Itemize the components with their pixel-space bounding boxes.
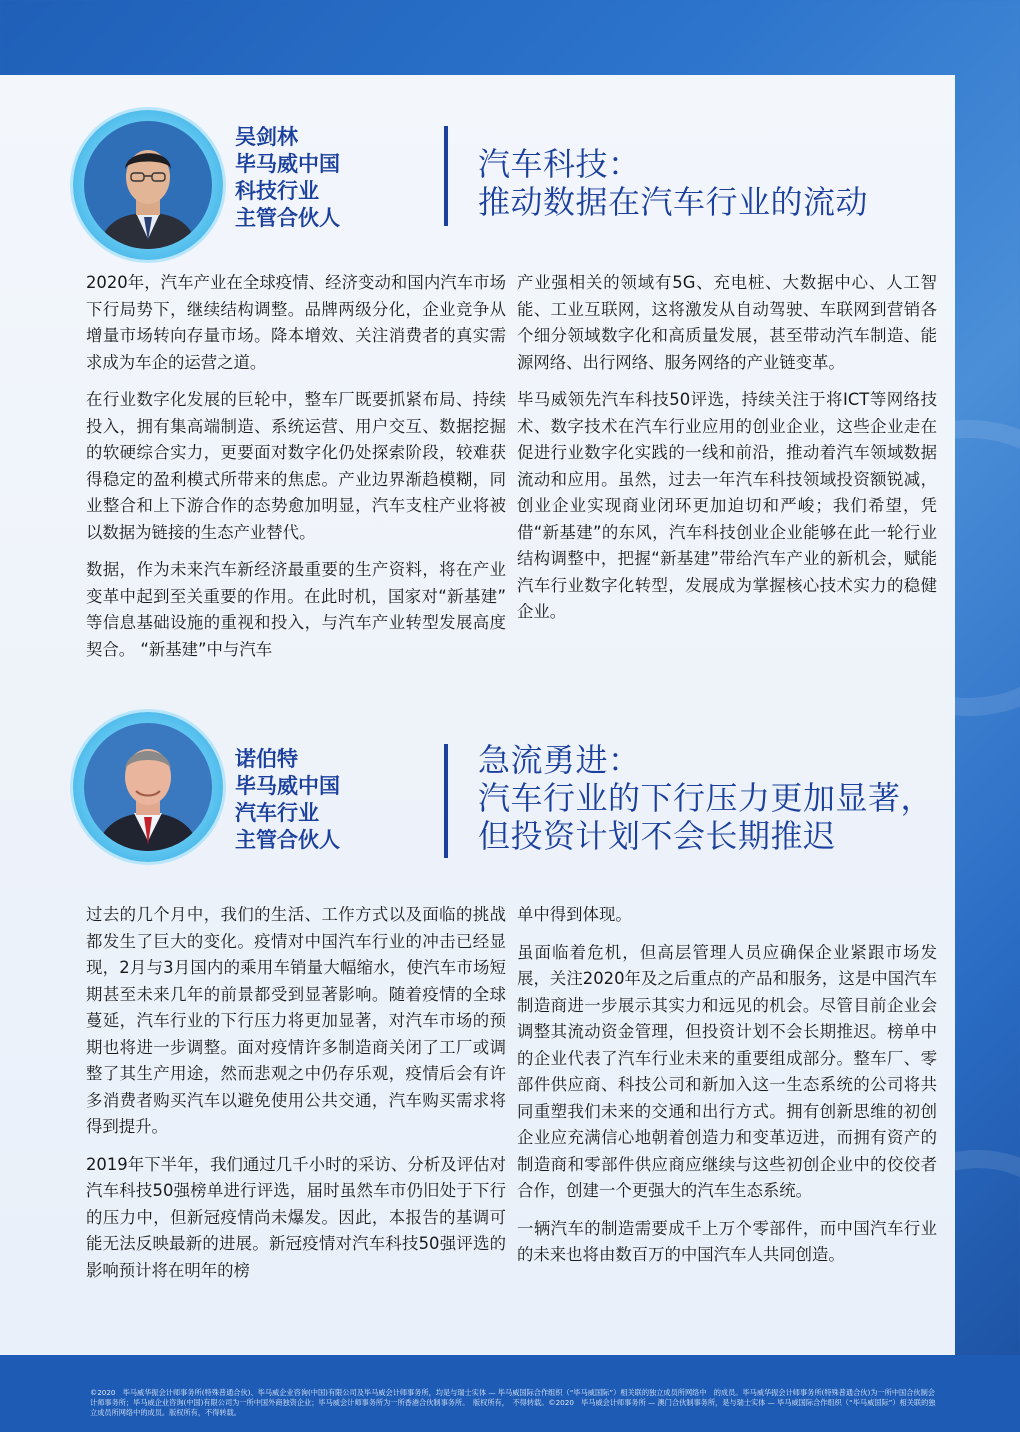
author-info (235, 124, 340, 232)
author-info (235, 746, 340, 854)
author-title: 主管合伙人 (235, 828, 340, 852)
paragraph: 数据，作为未来汽车新经济最重要的生产资料，将在产业变革中起到至关重要的作用。在此时机，国家对“新基建” 等信息基础设施的重视和投入，与汽车产业转型发展高度契合。 “新基建”中与汽车 (86, 560, 506, 659)
article-column-left (86, 902, 506, 1295)
portrait-frame (73, 110, 223, 260)
paragraph: 毕马威领先汽车科技50评选，持续关注于将ICT等网络技术、数字技术在汽车行业应用的创业企业，这些企业走在促进行业数字化实践的一线和前沿，推动着汽车领域数据流动和应用。虽然，过去一年汽车科技领域投资额锐减，创业企业实现商业闭环更加迫切和严峻；我们希望，凭借“新基建”的东风，汽车科技创业企业能够在此一轮行业结构调整中，把握“新基建”带给汽车产业的新机会，赋能汽车行业数字化转型，发展成为掌握核心技术实力的稳健企业。 (517, 390, 937, 621)
author-sector: 汽车行业 (235, 801, 319, 825)
heading-line: 但投资计划不会长期推迟 (478, 817, 836, 855)
heading-line: 汽车科技： (478, 145, 641, 183)
paragraph: 在行业数字化发展的巨轮中，整车厂既要抓紧布局、持续投入，拥有集高端制造、系统运营、用户交互、数据挖掘的软硬综合实力，更要面对数字化仍处探索阶段，较难获得稳定的盈利模式所带来的焦虑。产业边界渐趋模糊，同业整合和上下游合作的态势愈加明显，汽车支柱产业将被以数据为链接的生态产业替代。 (86, 390, 506, 542)
paragraph: 产业强相关的领域有5G、充电桩、大数据中心、人工智能、工业互联网，这将激发从自动驾驶、车联网到营销各个细分领域数字化和高质量发展，甚至带动汽车制造、能源网络、出行网络、服务网络的产业链变革。 (517, 273, 937, 372)
article-column-left (86, 270, 506, 674)
heading-line: 汽车行业的下行压力更加显著， (478, 779, 934, 817)
paragraph: 过去的几个月中，我们的生活、工作方式以及面临的挑战都发生了巨大的变化。疫情对中国汽车行业的冲击已经显现，2月与3月国内的乘用车销量大幅缩水，使汽车市场短期甚至未来几年的前景都受到显著影响。随着疫情的全球蔓延，汽车行业的下行压力将更加显著，对汽车市场的预期也将进一步调整。面对疫情许多制造商关闭了工厂或调整了其生产用途，然而悲观之中仍存乐观，疫情后会有许多消费者购买汽车以避免使用公共交通，汽车购买需求将得到提升。 (86, 905, 506, 1136)
portrait-photo (84, 723, 212, 851)
divider-bar (444, 126, 448, 226)
paragraph: 一辆汽车的制造需要成千上万个零部件，而中国汽车行业的未来也将由数百万的中国汽车人共同创造。 (517, 1218, 937, 1264)
author-sector: 科技行业 (235, 179, 319, 203)
paragraph: 虽面临着危机，但高层管理人员应确保企业紧跟市场发展，关注2020年及之后重点的产品和服务，这是中国汽车制造商进一步展示其实力和远见的机会。尽管目前企业会调整其流动资金管理，但投资计划不会长期推迟。榜单中的企业代表了汽车行业未来的重要组成部分。整车厂、零部件供应商、科技公司和新加入这一生态系统的公司将共同重塑我们未来的交通和出行方式。拥有创新思维的初创企业应充满信心地朝着创造力和变革迈进，而拥有资产的制造商和零部件供应商应继续与这些初创企业中的佼佼者合作，创建一个更强大的汽车生态系统。 (517, 942, 937, 1200)
paragraph: 2019年下半年，我们通过几千小时的采访、分析及评估对汽车科技50强榜单进行评选，届时虽然车市仍旧处于下行的压力中，但新冠疫情尚未爆发。因此，本报告的基调可能无法反映最新的进展。新冠疫情对汽车科技50强评选的影响预计将在明年的榜 (86, 1154, 506, 1280)
article-column-right (517, 270, 937, 637)
author-company: 毕马威中国 (235, 774, 340, 798)
paragraph: 2020年，汽车产业在全球疫情、经济变动和国内汽车市场下行局势下，继续结构调整。品牌两级分化，企业竞争从增量市场转向存量市场。降本增效、关注消费者的真实需求成为车企的运营之道。 (86, 273, 506, 372)
portrait-frame (73, 712, 223, 862)
author-title: 主管合伙人 (235, 206, 340, 230)
footer-bar (0, 1355, 1020, 1432)
section-heading (478, 741, 933, 855)
portrait-photo (84, 121, 212, 249)
divider-bar (444, 744, 448, 858)
heading-line: 推动数据在汽车行业的流动 (478, 183, 869, 221)
author-name: 诺伯特 (235, 747, 298, 771)
author-name: 吴剑林 (235, 125, 298, 149)
heading-line: 急流勇进： (478, 741, 641, 779)
section-heading (478, 145, 868, 221)
copyright-notice: ©2020 毕马威华振会计师事务所(特殊普通合伙)、毕马威企业咨询(中国)有限公司及毕马威会计师事务所，均是与瑞士实体 — 毕马威国际合作组织（“毕马威国际”）相关联的独立成员所网络中 的成员。毕马威华振会计师事务所(特殊普通合伙)为一所中国合伙制会计师事务所；毕马威企业咨询(中国)有限公司为一所中国外商独资企业；毕马威会计师事务所为一所香港合伙制事务所。 版权所有， 不得转载。©2020 毕马威会计师事务所 — 澳门合伙制事务所，是与瑞士实体 — 毕马威国际合作组织（“毕马威国际”）相关联的独立成员所网络中的成员。版权所有，不得转载。 (90, 1388, 936, 1417)
author-company: 毕马威中国 (235, 152, 340, 176)
paragraph: 单中得到体现。 (517, 905, 632, 924)
article-column-right (517, 902, 937, 1280)
